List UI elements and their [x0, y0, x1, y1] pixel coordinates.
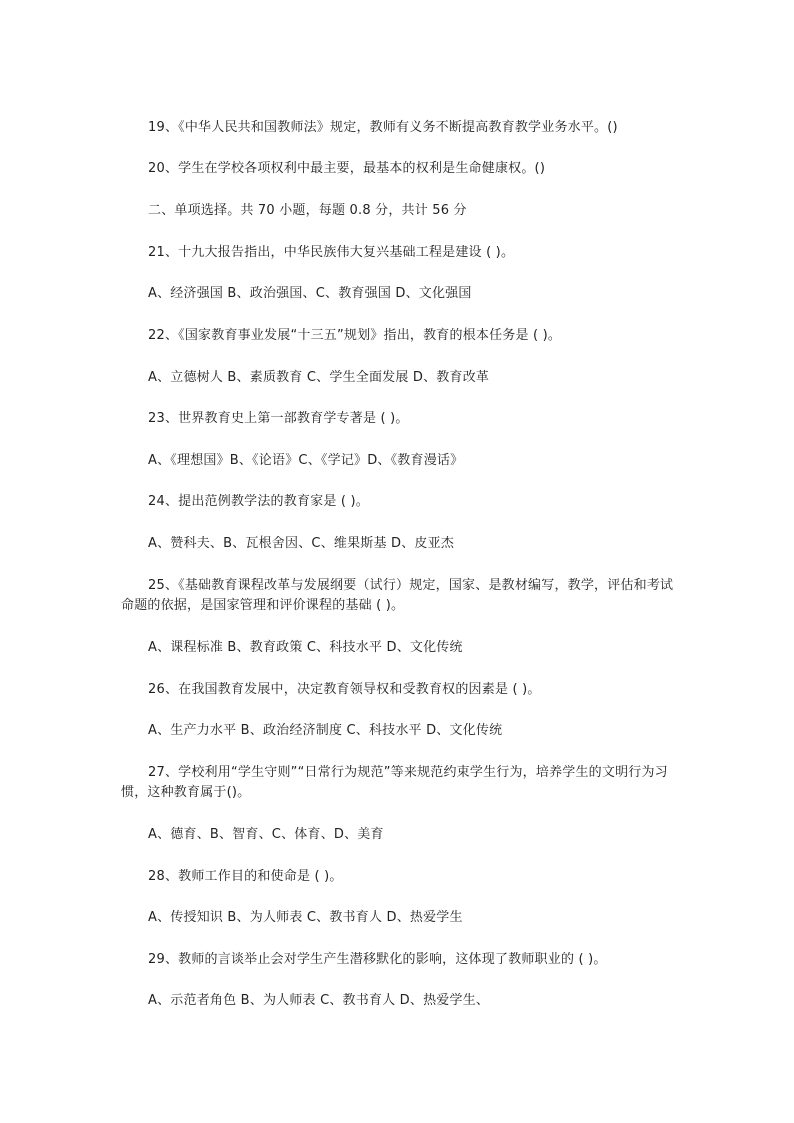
options-28: A、传授知识 B、为人师表 C、教书育人 D、热爱学生 — [148, 910, 463, 925]
question-26: 26、在我国教育发展中，决定教育领导权和受教育权的因素是 ( )。 — [148, 682, 541, 697]
options-26: A、生产力水平 B、政治经济制度 C、科技水平 D、文化传统 — [148, 723, 503, 738]
question-28: 28、教师工作目的和使命是 ( )。 — [148, 869, 343, 884]
options-27: A、德育、B、智育、C、体育、D、美育 — [148, 827, 384, 842]
question-25: 25、《基础教育课程改革与发展纲要（试行）规定，国家、是教材编写，教学，评估和考试命题的依据，是国家管理和评价课程的基础 ( )。 — [121, 578, 674, 613]
options-23: A、《理想国》B、《论语》C、《学记》D、《教育漫话》 — [148, 453, 464, 468]
section-heading: 二、单项选择。共 70 小题，每题 0.8 分，共计 56 分 — [148, 203, 467, 218]
question-23: 23、世界教育史上第一部教育学专著是 ( )。 — [148, 411, 409, 426]
options-22: A、立德树人 B、素质教育 C、学生全面发展 D、教育改革 — [148, 370, 490, 385]
options-21: A、经济强国 B、政治强国、C、教育强国 D、文化强国 — [148, 286, 472, 301]
question-21: 21、十九大报告指出，中华民族伟大复兴基础工程是建设 ( )。 — [148, 245, 515, 260]
question-27: 27、学校利用“学生守则”“日常行为规范”等来规范约束学生行为，培养学生的文明行为习惯，这种教育属于()。 — [121, 765, 668, 800]
question-24: 24、提出范例教学法的教育家是 ( )。 — [148, 494, 369, 509]
options-29: A、示范者角色 B、为人师表 C、教书育人 D、热爱学生、 — [148, 993, 490, 1008]
options-24: A、赞科夫、B、瓦根舍因、C、维果斯基 D、皮亚杰 — [148, 536, 455, 551]
question-22: 22、《国家教育事业发展“十三五”规划》指出，教育的根本任务是 ( )。 — [148, 328, 562, 343]
question-19: 19、《中华人民共和国教师法》规定，教师有义务不断提高教育教学业务水平。() — [148, 120, 618, 135]
question-29: 29、教师的言谈举止会对学生产生潜移默化的影响，这体现了教师职业的 ( )。 — [148, 952, 607, 967]
question-20: 20、学生在学校各项权利中最主要，最基本的权利是生命健康权。() — [148, 161, 546, 176]
options-25: A、课程标准 B、教育政策 C、科技水平 D、文化传统 — [148, 640, 463, 655]
